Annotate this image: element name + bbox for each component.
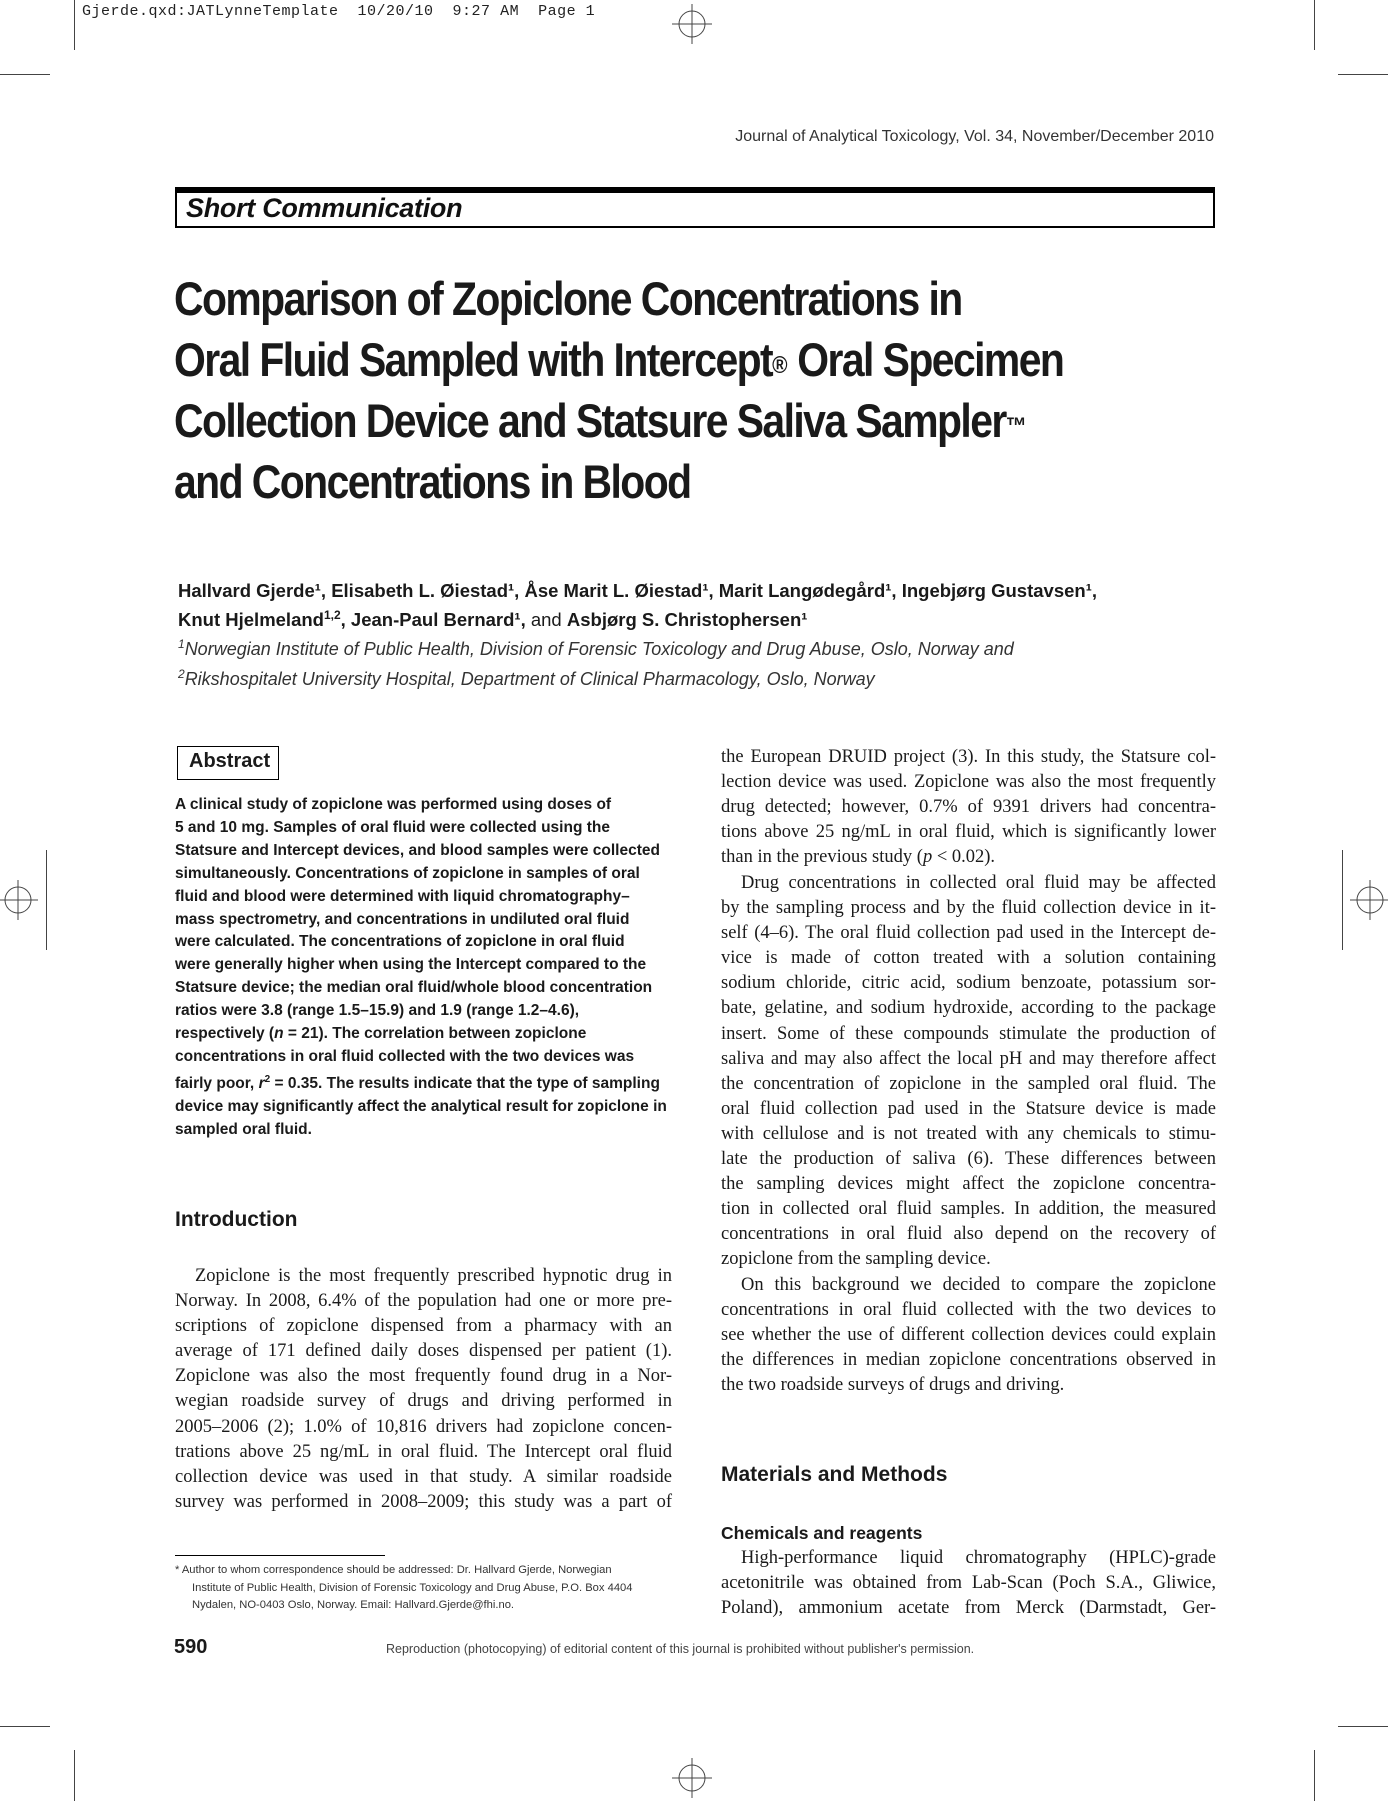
body-paragraph: Drug concentrations in collected oral fluid may be affected by the sampling process and by the fluid collection device in it- self (4–6). The oral fluid collection pad used in the Intercept de- vice is made of cotton treated with a solution containing sodium chloride, citric acid, sodium benzoate, potassium sor- bate, gelatine, and sodium hydroxide, according to the package insert. Some of these compounds stimulate the production of saliva and may also affect the local pH and may therefore affect the concentration of zopiclone in the sampled oral fluid. The oral fluid collection pad used in the Statsure device is made with cellulose and is not treated with any chemicals to stimu- late the production of saliva (6). These differences between the sampling devices might affect the zopiclone concentra- tion in collected oral fluid samples. In addition, the measured concentrations in oral fluid also depend on the recovery of zopiclone from the sampling device. — [721, 873, 1216, 1270]
affiliations — [178, 632, 1198, 692]
crop-mark — [46, 850, 47, 950]
correspondence-footnote: * Author to whom correspondence should be addressed: Dr. Hallvard Gjerde, Norwegian Institute of Public Health, Division of Forensic Toxicology and Drug Abuse, P.O. Box 4404 Nydalen, NO-0403 Oslo, Norway. Email: Hallvard.Gjerde@fhi.no. — [175, 1564, 633, 1611]
abstract-heading: Abstract — [189, 750, 271, 772]
author-list: Hallvard Gjerde¹, Elisabeth L. Øiestad¹, Åse Marit L. Øiestad¹, Marit Langødegård¹, Ingebjørg Gustavsen¹, Knut Hjelmeland$^{1,2}$, Jean-Paul Bernard¹, and Asbjørg S. Christophersen¹ — [178, 580, 1098, 631]
crop-mark — [1338, 1726, 1388, 1727]
body-paragraph: On this background we decided to compare the zopiclone concentrations in oral fluid collected with the two devices to see whether the use of different collection devices could explain the differences in median zopiclone concentrations observed in the two roadside surveys of drugs and driving. — [721, 1275, 1216, 1396]
registration-mark-icon — [0, 880, 38, 920]
title-line: Collection Device and Statsure Saliva Sampler™ — [174, 394, 1027, 447]
abstract-body: A clinical study of zopiclone was performed using doses of 5 and 10 mg. Samples of oral fluid were collected using the Statsure and Intercept devices, and blood samples were collected simultaneously. Concentrations of zopiclone in samples of oral fluid and blood were determined with liquid chromatography– mass spectrometry, and concentrations in undiluted oral fluid were calculated. The concentrations of zopiclone in oral fluid were generally higher when using the Intercept compared to the Statsure device; the median oral fluid/whole blood concentration ratios were 3.8 (range 1.5–15.9) and 1.9 (range 1.2–4.6), respectively (n = 21). The correlation between zopiclone concentrations in oral fluid collected with the two devices was fairly poor, $r^2 = 0.35$. The results indicate that the type of sampling device may significantly affect the analytical result for zopiclone in sampled oral fluid. — [175, 796, 667, 1138]
body-paragraph: High-performance liquid chromatography (HPLC)-grade acetonitrile was obtained from Lab-Scan (Poch S.A., Gliwice, Poland), ammonium acetate from Merck (Darmstadt, Ger- — [721, 1548, 1216, 1619]
section-label: Short Communication — [186, 193, 463, 223]
footnote-rule — [175, 1555, 385, 1556]
page-number: 590 — [174, 1636, 208, 1658]
crop-mark — [74, 1750, 75, 1801]
registration-mark-icon — [1350, 880, 1388, 920]
title-line: Oral Fluid Sampled with Intercept® Oral Specimen — [174, 333, 1064, 386]
crop-mark — [1342, 850, 1343, 950]
introduction-paragraph: Zopiclone is the most frequently prescribed hypnotic drug in Norway. In 2008, 6.4% of the population had one or more pre- scriptions of zopiclone dispensed from a pharmacy with an average of 171 defined daily doses dispensed per patient (1). Zopiclone was also the most frequently found drug in a Nor- wegian roadside survey of drugs and driving performed in 2005–2006 (2); 1.0% of 10,816 drivers had zopiclone concen- trations above 25 ng/mL in oral fluid. The Intercept oral fluid collection device was used in that study. A similar roadside survey was performed in 2008–2009; this study was a part of — [175, 1266, 672, 1512]
crop-mark — [1314, 0, 1315, 50]
registration-mark-icon — [672, 1758, 712, 1798]
body-paragraph: the European DRUID project (3). In this study, the Statsure col- lection device was used. Zopiclone was also the most frequently drug detected; however, 0.7% of 9391 drivers had concentra- tions above 25 ng/mL in oral fluid, which is significantly lower than in the previous study (p < 0.02). — [721, 747, 1216, 868]
print-slug: Gjerde.qxd:JATLynneTemplate 10/20/10 9:27 AM Page 1 — [82, 3, 596, 20]
crop-mark — [1338, 74, 1388, 75]
crop-mark — [0, 74, 50, 75]
crop-mark — [0, 1726, 50, 1727]
registration-mark-icon — [672, 4, 712, 44]
title-line: and Concentrations in Blood — [174, 455, 691, 508]
crop-mark — [1314, 1750, 1315, 1801]
section-heading-materials-methods: Materials and Methods — [721, 1463, 948, 1486]
title-line: Comparison of Zopiclone Concentrations in — [174, 272, 962, 325]
copyright-notice: Reproduction (photocopying) of editorial content of this journal is prohibited without publisher's permission. — [386, 1642, 975, 1656]
section-heading-introduction: Introduction — [175, 1208, 298, 1231]
affiliation: $^1$Norwegian Institute of Public Health, Division of Forensic Toxicology and Drug Abuse, Oslo, Norway and — [178, 637, 1014, 659]
affiliation: $^2$Rikshospitalet University Hospital, Department of Clinical Pharmacology, Oslo, Norway — [178, 667, 875, 689]
article-title — [174, 268, 1064, 512]
crop-mark — [74, 0, 75, 50]
running-head: Journal of Analytical Toxicology, Vol. 34, November/December 2010 — [735, 128, 1214, 145]
subsection-heading-chemicals: Chemicals and reagents — [721, 1523, 923, 1543]
